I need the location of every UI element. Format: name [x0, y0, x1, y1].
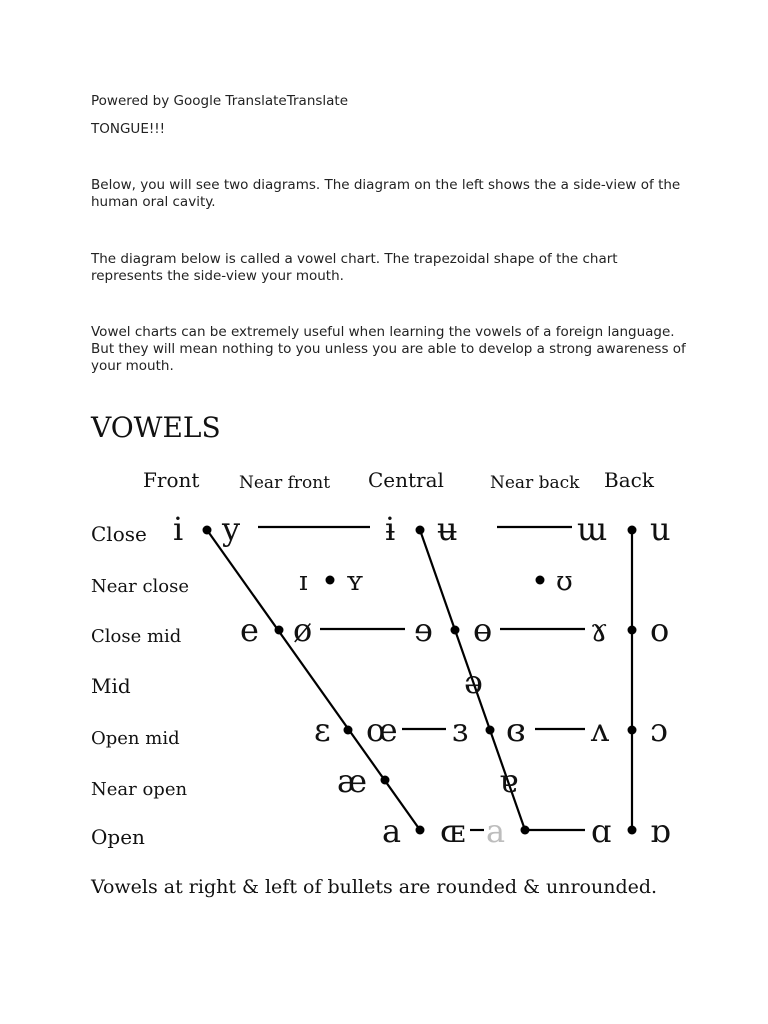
vowel-barred-i: ɨ — [385, 510, 396, 548]
chart-title: VOWELS — [91, 411, 221, 444]
vowel-reversed-e: ɘ — [414, 611, 433, 649]
vowel-turned-v: ʌ — [591, 711, 610, 749]
chart-caption: Vowels at right & left of bullets are rounded & unrounded. — [91, 876, 658, 898]
vowel-turned-m: ɯ — [577, 510, 608, 548]
vowel-turned-a: ɐ — [499, 762, 519, 800]
vowel-barred-u: ʉ — [437, 510, 458, 548]
row-header-near-open: Near open — [91, 779, 188, 800]
row-header-mid: Mid — [91, 674, 131, 698]
vowel-ash: æ — [337, 762, 368, 800]
row-header-near-close: Near close — [91, 576, 190, 597]
vowel-small-cap-y: ʏ — [346, 566, 364, 597]
col-header-back: Back — [604, 468, 654, 492]
paragraph-vowel-chart: The diagram below is called a vowel chart. The trapezoidal shape of the chart represents the side-view your mouth. — [91, 251, 618, 284]
row-header-open-mid: Open mid — [91, 728, 180, 749]
vowel-open-e: ɛ — [314, 711, 331, 749]
vowel-u: u — [650, 510, 671, 548]
vowel-open-o: ɔ — [650, 711, 668, 749]
vowel-upsilon: ʊ — [556, 566, 573, 597]
vowel-barred-o: ɵ — [473, 611, 493, 649]
vowel-e: e — [240, 611, 259, 649]
paragraph-usefulness: Vowel charts can be extremely useful when learning the vowels of a foreign language. But they will mean nothing to you unless you are able to develop a strong awareness of your mouth. — [91, 324, 686, 374]
vowel-small-cap-oe: ɶ — [440, 812, 466, 850]
vowel-oe: œ — [366, 711, 398, 749]
row-header-close-mid: Close mid — [91, 626, 182, 647]
vowel-chart — [0, 395, 768, 915]
vowel-i: i — [173, 510, 184, 548]
col-header-central: Central — [368, 468, 444, 492]
vowel-o-slash: ø — [293, 611, 313, 649]
vowel-closed-reversed-open-e: ɞ — [506, 711, 526, 749]
powered-by-text: Powered by Google TranslateTranslate — [91, 93, 349, 109]
vowel-reversed-open-e: ɜ — [452, 711, 469, 749]
vowel-y: y — [222, 510, 241, 548]
vowel-small-cap-i: ɪ — [299, 566, 308, 597]
vowel-a: a — [382, 812, 402, 850]
page-heading: TONGUE!!! — [91, 121, 166, 137]
row-header-close: Close — [91, 522, 147, 546]
paragraph-intro: Below, you will see two diagrams. The diagram on the left shows the a side-view of the human oral cavity. — [91, 177, 681, 210]
vowel-o: o — [650, 611, 670, 649]
col-header-front: Front — [143, 468, 200, 492]
vowel-schwa: ə — [464, 663, 483, 701]
vowel-rams-horn: ɤ — [590, 611, 609, 649]
vowel-turned-script-a: ɒ — [650, 812, 671, 850]
col-header-near-front: Near front — [239, 473, 331, 493]
vowel-a-central-grey: a — [486, 812, 506, 850]
row-header-open: Open — [91, 825, 145, 849]
vowel-script-a: ɑ — [591, 812, 612, 850]
col-header-near-back: Near back — [490, 473, 580, 493]
